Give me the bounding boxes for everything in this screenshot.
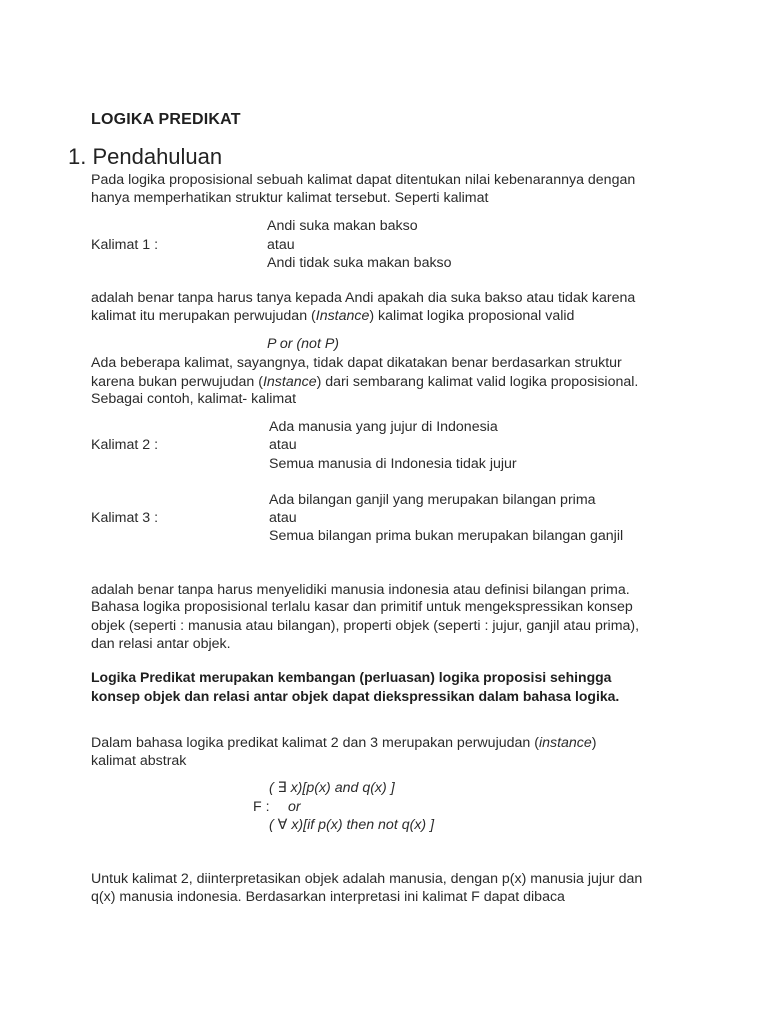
bold-statement-line-1: Logika Predikat merupakan kembangan (perluasan) logika proposisi sehingga (91, 669, 612, 685)
section-heading: 1. Pendahuluan (68, 144, 223, 169)
formula-p-or-not-p: P or (not P) (267, 336, 340, 352)
formula-f-line-3: ( ∀ x)[if p(x) then not q(x) ] (269, 817, 435, 833)
kalimat3-line-3: Semua bilangan prima bukan merupakan bilangan ganjil (269, 528, 624, 544)
intro-line-1: Pada logika proposisional sebuah kalimat dapat ditentukan nilai kebenarannya dengan (91, 172, 636, 188)
para2-line-2 (91, 307, 574, 325)
formula-f-or: or (288, 799, 301, 815)
kalimat2-line-2: atau (269, 437, 297, 453)
kalimat3-line-2: atau (269, 510, 297, 526)
kalimat3-label: Kalimat 3 : (91, 510, 159, 526)
para6-line-2: q(x) manusia indonesia. Berdasarkan interpretasi ini kalimat F dapat dibaca (91, 889, 565, 905)
para3-line-2-pre: karena bukan perwujudan ( (91, 374, 263, 390)
para3-line-2-italic: Instance (262, 374, 317, 390)
para5-line-1-pre: Dalam bahasa logika predikat kalimat 2 dan 3 merupakan perwujudan ( (91, 735, 539, 751)
kalimat2-label: Kalimat 2 : (91, 437, 159, 453)
kalimat3-line-1: Ada bilangan ganjil yang merupakan bilangan prima (269, 492, 596, 508)
formula-f-label: F : (253, 799, 270, 815)
kalimat2-line-1: Ada manusia yang jujur di Indonesia (269, 419, 498, 435)
para2-line-2-post: ) kalimat logika proposional valid (369, 308, 575, 324)
formula-f-line-1: ( ∃ x)[p(x) and q(x) ] (269, 780, 395, 796)
para4-line-2: Bahasa logika proposisional terlalu kasar dan primitif untuk mengekspressikan konsep (91, 599, 633, 615)
para2-line-2-pre: kalimat itu merupakan perwujudan ( (91, 308, 316, 324)
para3-line-3: Sebagai contoh, kalimat- kalimat (91, 391, 297, 407)
bold-statement-line-2: konsep objek dan relasi antar objek dapat diekspressikan dalam bahasa logika. (91, 688, 620, 704)
intro-line-2: hanya memperhatikan struktur kalimat tersebut. Seperti kalimat (91, 190, 489, 206)
para3-line-1: Ada beberapa kalimat, sayangnya, tidak dapat dikatakan benar berdasarkan struktur (91, 355, 622, 371)
para5-line-1-post: ) (591, 735, 597, 751)
kalimat2-line-3: Semua manusia di Indonesia tidak jujur (269, 456, 517, 472)
kalimat1-line-1: Andi suka makan bakso (267, 218, 418, 234)
para4-line-1: adalah benar tanpa harus menyelidiki manusia indonesia atau definisi bilangan prima. (91, 582, 630, 598)
para6-line-1: Untuk kalimat 2, diinterpretasikan objek adalah manusia, dengan p(x) manusia jujur dan (91, 871, 643, 887)
para3-line-2 (91, 373, 638, 391)
para4-line-4: dan relasi antar objek. (91, 636, 231, 652)
para2-line-1: adalah benar tanpa harus tanya kepada Andi apakah dia suka bakso atau tidak karena (91, 290, 636, 306)
kalimat1-line-2: atau (267, 237, 295, 253)
para5-line-1 (91, 734, 597, 752)
kalimat1-label: Kalimat 1 : (91, 237, 159, 253)
para5-line-2: kalimat abstrak (91, 753, 187, 769)
para5-line-1-italic: instance (538, 735, 592, 751)
para2-line-2-italic: Instance (315, 308, 370, 324)
kalimat1-line-3: Andi tidak suka makan bakso (267, 255, 452, 271)
para3-line-2-post: ) dari sembarang kalimat valid logika proposisional. (316, 374, 639, 390)
para4-line-3: objek (seperti : manusia atau bilangan), properti objek (seperti : jujur, ganjil atau prima), (91, 618, 640, 634)
document-title: LOGIKA PREDIKAT (91, 111, 241, 128)
